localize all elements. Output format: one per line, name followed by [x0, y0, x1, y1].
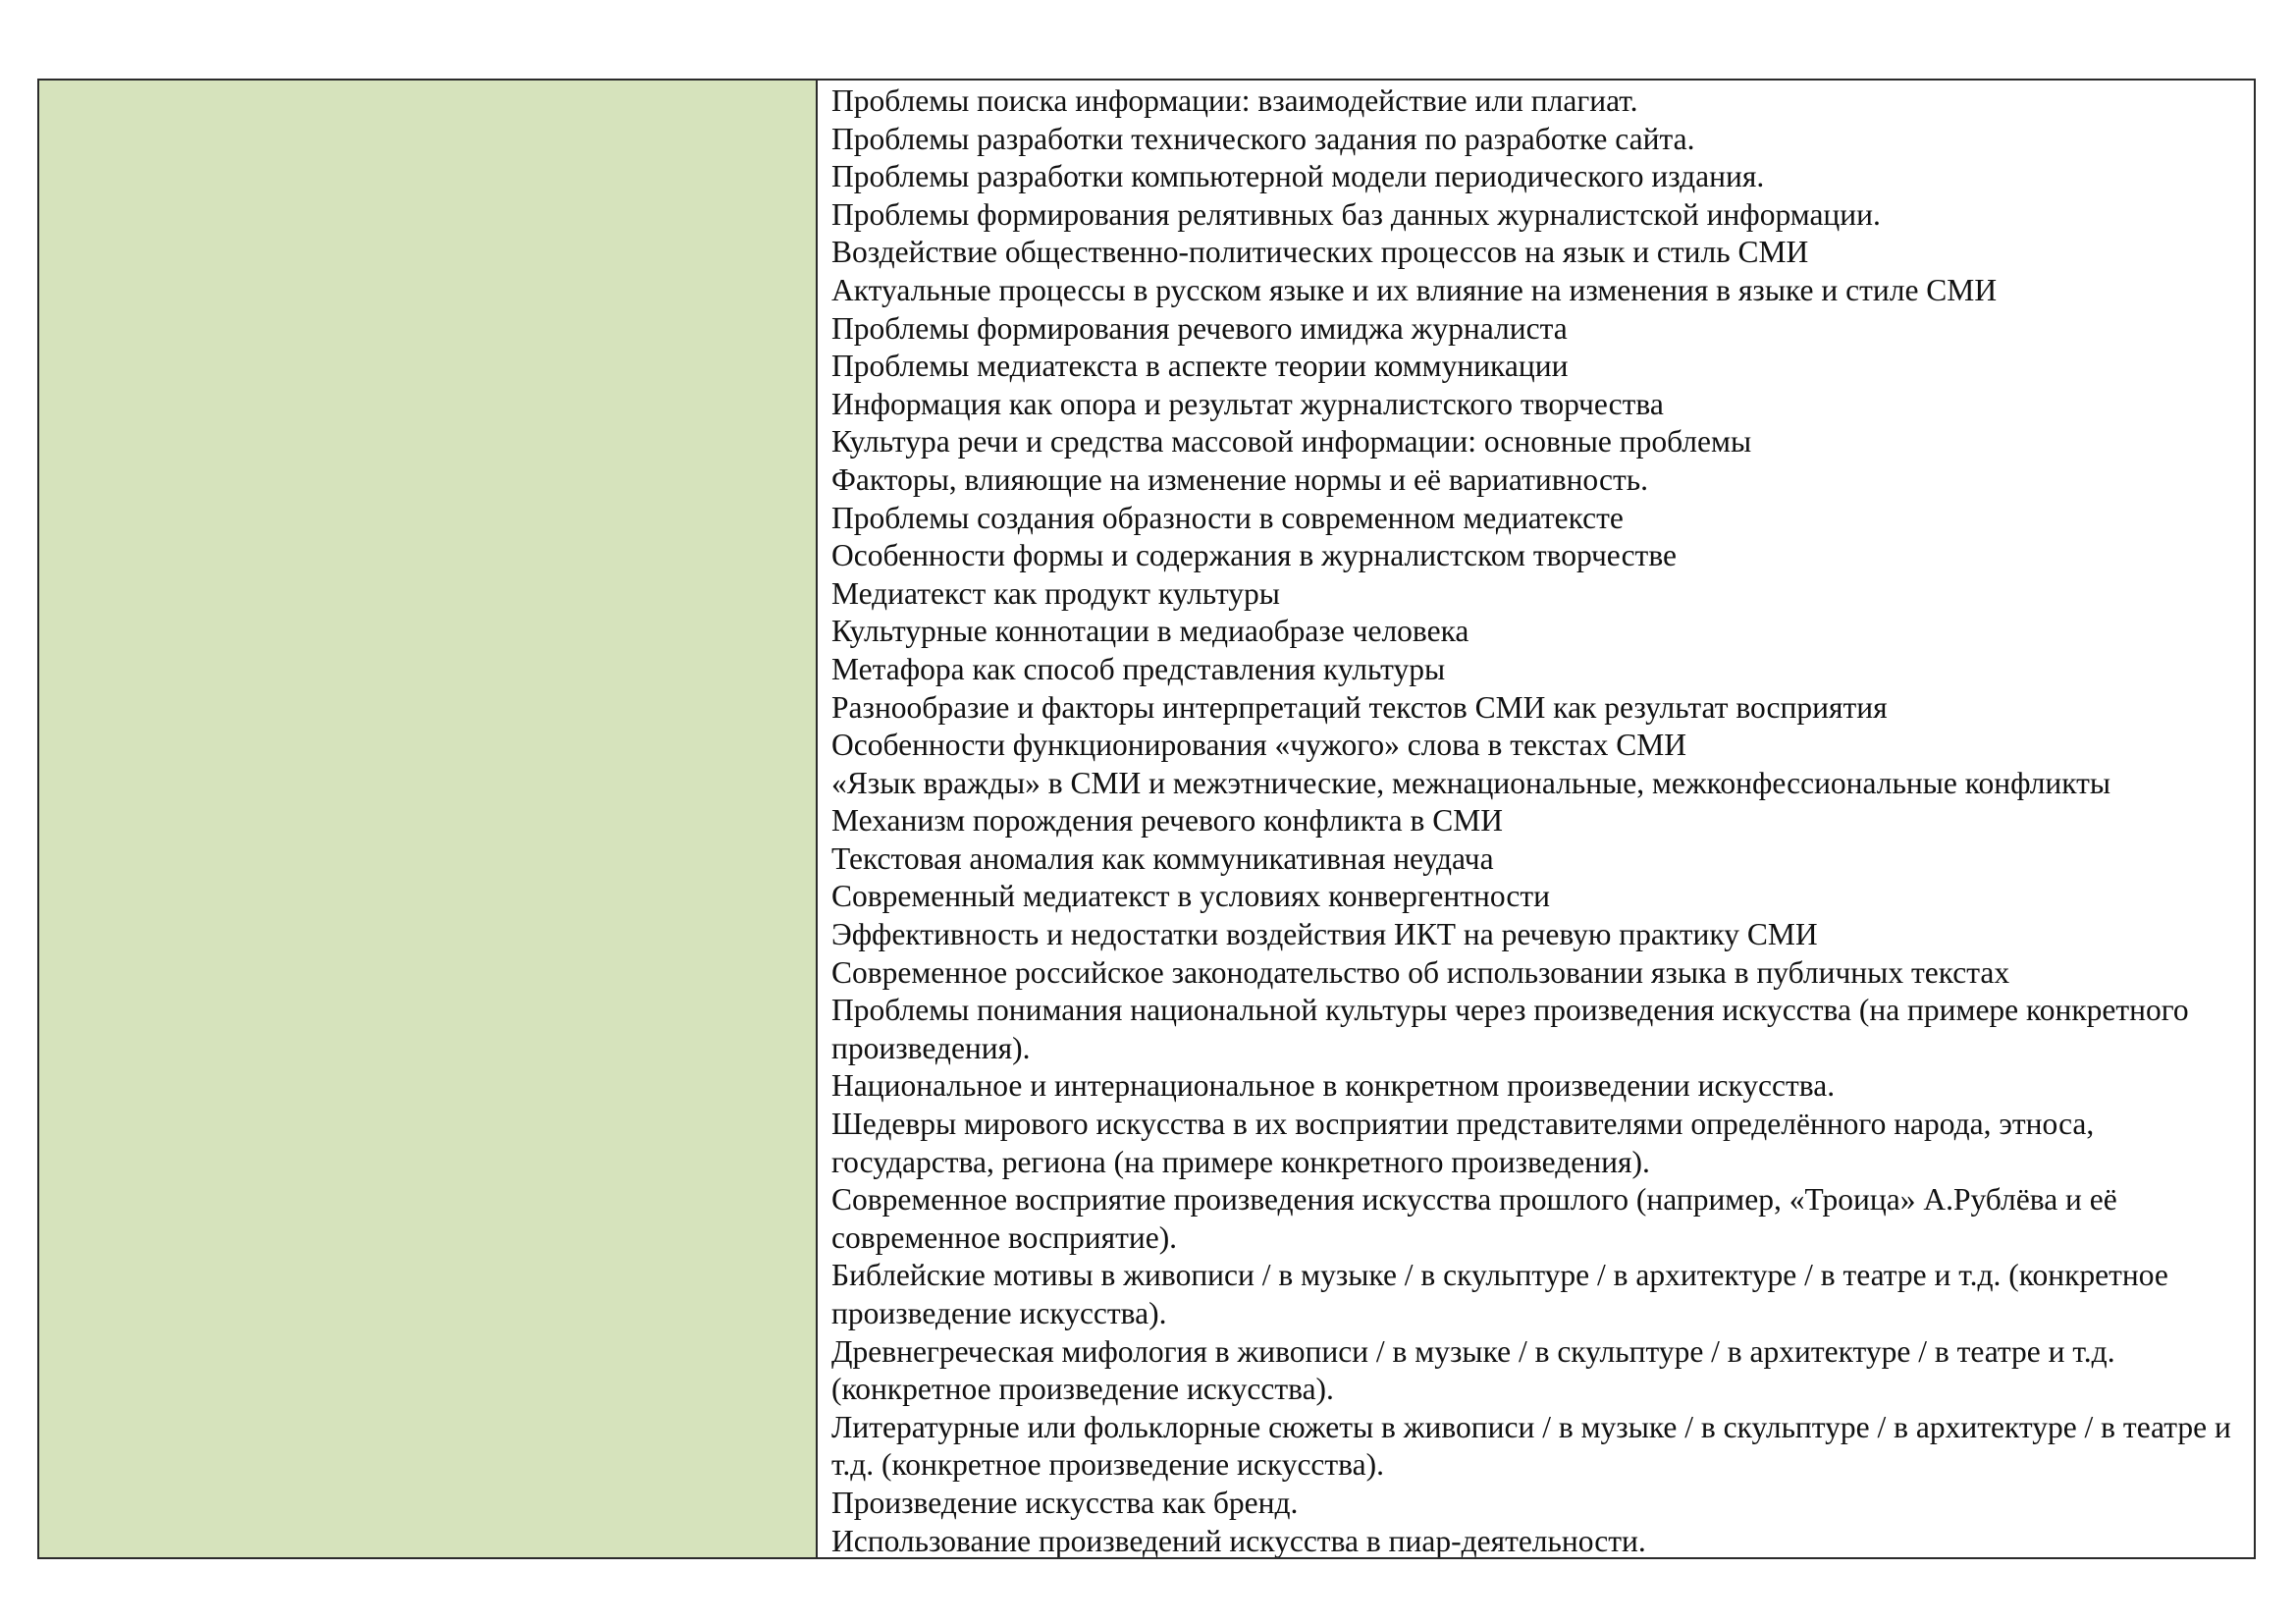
topic-item: Проблемы поиска информации: взаимодействие или плагиат. — [831, 83, 1638, 118]
topic-item: Современный медиатекст в условиях конвергентности — [831, 879, 1550, 914]
topic-item: Древнегреческая мифология в живописи / в музыке / в скульптуре / в архитектуре / в театре и т.д. (конкретное произведение искусства). — [831, 1333, 2115, 1407]
topic-item: Культура речи и средства массовой информации: основные проблемы — [831, 424, 1752, 460]
topic-item: Национальное и интернациональное в конкретном произведении искусства. — [831, 1068, 1836, 1104]
topic-item: Метафора как способ представления культуры — [831, 651, 1446, 686]
topic-item: Информация как опора и результат журналистского творчества — [831, 386, 1664, 421]
topic-item: Проблемы создания образности в современном медиатексте — [831, 500, 1624, 535]
topic-item: Проблемы медиатекста в аспекте теории коммуникации — [831, 349, 1569, 384]
topic-item: Особенности формы и содержания в журналистском творчестве — [831, 538, 1677, 573]
topic-item: Механизм порождения речевого конфликта в СМИ — [831, 803, 1504, 839]
topics-table — [37, 79, 2256, 1559]
topic-item: Проблемы разработки технического задания по разработке сайта. — [831, 121, 1695, 156]
topic-item: «Язык вражды» в СМИ и межэтнические, межнациональные, межконфессиональные конфликты — [831, 765, 2111, 800]
topic-item: Использование произведений искусства в пиар-деятельности. — [831, 1523, 1646, 1557]
topic-item: Актуальные процессы в русском языке и их влияние на изменения в языке и стиле СМИ — [831, 272, 1998, 307]
topic-item: Особенности функционирования «чужого» слова в текстах СМИ — [831, 728, 1686, 763]
topic-item: Проблемы понимания национальной культуры через произведения искусства (на примере конкретного произведения). — [831, 993, 2189, 1065]
topic-item: Проблемы формирования речевого имиджа журналиста — [831, 310, 1568, 346]
topic-item: Современное российское законодательство об использовании языка в публичных текстах — [831, 954, 2010, 990]
table-cell-topics — [818, 81, 2254, 1557]
topic-item: Текстовая аномалия как коммуникативная неудача — [831, 840, 1494, 876]
topic-item: Эффективность и недостатки воздействия ИКТ на речевую практику СМИ — [831, 917, 1818, 952]
topic-item: Факторы, влияющие на изменение нормы и её вариативность. — [831, 461, 1648, 497]
topic-item: Разнообразие и факторы интерпретаций текстов СМИ как результат восприятия — [831, 689, 1888, 725]
topic-item: Проблемы разработки компьютерной модели периодического издания. — [831, 159, 1765, 194]
topic-item: Современное восприятие произведения искусства прошлого (например, «Троица» А.Рублёва и её современное восприятие). — [831, 1182, 2117, 1255]
topic-item: Медиатекст как продукт культуры — [831, 575, 1280, 611]
topic-item: Шедевры мирового искусства в их восприятии представителями определённого народа, этноса, государства, региона (на примере конкретного произведения). — [831, 1107, 2095, 1179]
topic-item: Воздействие общественно-политических процессов на язык и стиль СМИ — [831, 235, 1809, 270]
topic-item: Литературные или фольклорные сюжеты в живописи / в музыке / в скульптуре / в архитектуре / в театре и т.д. (конкретное произведение искусства). — [831, 1409, 2231, 1483]
topic-item: Библейские мотивы в живописи / в музыке / в скульптуре / в архитектуре / в театре и т.д. (конкретное произведение искусства). — [831, 1258, 2168, 1330]
topic-item: Проблемы формирования релятивных баз данных журналистской информации. — [831, 196, 1881, 232]
topic-item: Культурные коннотации в медиаобразе человека — [831, 614, 1469, 649]
topic-item: Произведение искусства как бренд. — [831, 1485, 1299, 1520]
table-cell-left — [39, 81, 818, 1557]
